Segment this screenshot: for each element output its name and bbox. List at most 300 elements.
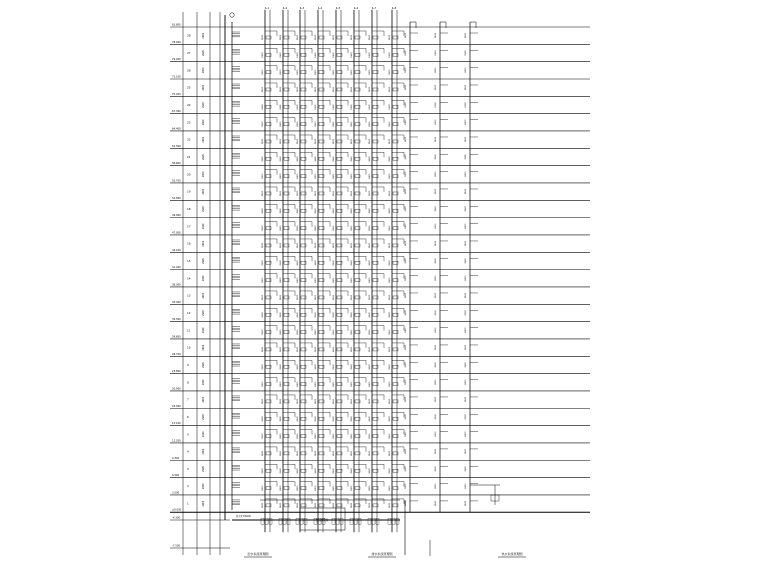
branch-size-label: DN20 [351,450,353,456]
drain-branch-label: DN20 [435,483,437,489]
floor-elevation-label: 47.000 [172,231,181,235]
riser-label: JL-4 [317,7,323,10]
drain-branch-label: DN20 [405,84,407,90]
drain-branch-label: DN20 [465,188,467,194]
drain-branch-label: DN20 [435,223,437,229]
floor-elevation-label: 9.300 [172,456,180,460]
branch-size-label: DN20 [297,138,299,144]
floor-number-label: 11 [187,328,191,333]
floor-number-label: 14 [187,276,191,281]
drain-branch-label: DN20 [465,102,467,108]
valve-icon [358,518,361,524]
branch-size-label: DN20 [297,69,299,75]
branch-size-label: DN20 [280,121,282,127]
branch-size-label: DN20 [333,312,335,318]
floor-elevation-label: 73.100 [172,75,181,79]
branch-size-label: DN20 [262,277,264,283]
branch-size-label: DN20 [297,208,299,214]
branch-size-label: DN20 [369,329,371,335]
branch-size-label: DN20 [315,364,317,370]
floor-elevation-label: 38.300 [172,283,181,287]
valve-icon [354,518,357,524]
branch-size-label: DN20 [389,104,391,110]
drain-branch-label: DN20 [435,102,437,108]
branch-size-label: DN20 [389,277,391,283]
branch-size-label: DN20 [315,34,317,40]
branch-size-label: DN20 [280,104,282,110]
drain-branch-label: DN20 [405,171,407,177]
floor-number-label: 10 [187,345,191,350]
drain-branch-label: DN20 [405,154,407,160]
branch-size-label: DN20 [262,468,264,474]
floor-height-label: 2900 [202,413,205,420]
branch-size-label: DN20 [333,242,335,248]
branch-size-label: DN20 [351,485,353,491]
drain-branch-label: DN20 [435,188,437,194]
branch-size-label: DN20 [297,329,299,335]
riser-label: JL-5 [335,7,341,10]
basement-piping [232,485,500,556]
branch-size-label: DN20 [369,312,371,318]
floor-number-label: 17 [187,224,191,229]
branch-size-label: DN20 [262,294,264,300]
branch-size-label: DN20 [389,52,391,58]
floor-elevation-label: 81.800 [172,23,181,27]
drain-branch-label: DN20 [435,67,437,73]
main-supply-trunk [225,13,240,520]
floor-height-label: 2900 [202,136,205,143]
valve-icon [332,518,335,524]
basement-elevation-label: -4.300 [172,516,181,520]
branch-size-label: DN20 [369,294,371,300]
branch-size-label: DN20 [315,156,317,162]
drain-branch-label: DN20 [465,327,467,333]
drain-branch-label: DN20 [465,240,467,246]
drain-branch-label: DN20 [465,206,467,212]
floor-number-label: 26 [187,68,191,73]
valve-icon [350,518,353,524]
branch-size-label: DN20 [333,34,335,40]
branch-size-label: DN20 [333,260,335,266]
branch-size-label: DN20 [280,277,282,283]
floor-elevation-label: 18.000 [172,404,181,408]
branch-size-label: DN20 [262,502,264,508]
drain-branch-label: DN20 [465,483,467,489]
branch-size-label: DN20 [389,260,391,266]
branch-size-label: DN20 [389,86,391,92]
drain-branch-label: DN20 [465,344,467,350]
branch-size-label: DN20 [369,121,371,127]
floor-elevation-label: 32.500 [172,318,181,322]
branch-size-label: DN20 [333,329,335,335]
branch-size-label: DN20 [389,69,391,75]
branch-size-label: DN20 [262,173,264,179]
branch-size-label: DN20 [351,86,353,92]
drain-branch-label: DN20 [465,292,467,298]
branch-size-label: DN20 [297,260,299,266]
floor-elevation-label: 3.500 [172,491,180,495]
branch-size-label: DN20 [297,156,299,162]
branch-size-label: DN20 [280,190,282,196]
branch-size-label: DN20 [297,52,299,58]
floor-number-label: 9 [187,362,189,367]
drain-branch-label: DN20 [405,414,407,420]
floor-elevation-label: 70.200 [172,92,181,96]
branch-size-label: DN20 [262,450,264,456]
branch-size-label: DN20 [389,121,391,127]
branch-size-label: DN20 [297,381,299,387]
branch-size-label: DN20 [333,416,335,422]
branch-size-label: DN20 [333,364,335,370]
drain-branch-label: DN20 [465,136,467,142]
branch-size-label: DN20 [297,398,299,404]
branch-size-label: DN20 [369,34,371,40]
branch-size-label: DN20 [280,346,282,352]
drain-branch-label: DN20 [435,327,437,333]
drain-branch-label: DN20 [435,414,437,420]
drawing-caption: 给水系统原理图 [247,552,269,556]
branch-size-label: DN20 [315,433,317,439]
branch-size-label: DN20 [262,398,264,404]
branch-size-label: DN20 [333,104,335,110]
branch-size-label: DN20 [280,86,282,92]
branch-size-label: DN20 [280,69,282,75]
branch-size-label: DN20 [280,433,282,439]
valve-icon [304,518,307,524]
floor-elevation-label: 35.400 [172,300,181,304]
floor-height-label: 2900 [202,258,205,264]
branch-size-label: DN20 [389,398,391,404]
branch-size-label: DN20 [315,86,317,92]
drain-branch-label: DN20 [435,310,437,316]
branch-size-label: DN20 [315,242,317,248]
branch-size-label: DN20 [280,260,282,266]
drain-branch-label: DN20 [405,102,407,108]
branch-size-label: DN20 [280,312,282,318]
valve-icon [269,518,272,524]
floor-number-label: 22 [187,137,191,142]
floor-number-label: 8 [187,380,189,385]
branch-size-label: DN20 [351,381,353,387]
valve-icon [336,518,339,524]
branch-size-label: DN20 [315,416,317,422]
floor-height-label: 2900 [202,223,205,230]
floor-number-label: 19 [187,189,191,194]
branch-size-label: DN20 [297,346,299,352]
branch-size-label: DN20 [315,52,317,58]
drain-branch-label: DN20 [435,396,437,402]
drain-branch-label: DN20 [465,414,467,420]
branch-size-label: DN20 [315,104,317,110]
floor-number-label: 16 [187,241,191,246]
branch-size-label: DN20 [315,173,317,179]
floor-elevation-label: 61.500 [172,144,181,148]
branch-size-label: DN20 [262,260,264,266]
branch-size-label: DN20 [389,190,391,196]
floor-number-label: 18 [187,206,191,211]
branch-size-label: DN20 [297,121,299,127]
branch-size-label: DN20 [297,416,299,422]
branch-size-label: DN20 [369,416,371,422]
floor-number-label: 5 [187,432,189,437]
branch-size-label: DN20 [333,156,335,162]
branch-size-label: DN20 [369,468,371,474]
branch-size-label: DN20 [280,242,282,248]
floor-number-label: 15 [187,258,191,263]
branch-size-label: DN20 [369,225,371,231]
branch-size-label: DN20 [262,312,264,318]
floor-number-label: 4 [187,449,189,454]
drain-branch-label: DN20 [435,32,437,38]
floor-number-label: 27 [187,50,191,55]
branch-size-label: DN20 [369,208,371,214]
branch-size-label: DN20 [280,173,282,179]
floor-height-label: 2900 [202,240,205,247]
drain-branch-label: DN20 [435,206,437,212]
drain-branch-label: DN20 [465,448,467,454]
floor-elevation-label: 20.900 [172,387,181,391]
branch-size-label: DN20 [280,156,282,162]
branch-size-label: DN20 [280,485,282,491]
drain-branch-label: DN20 [435,84,437,90]
branch-size-label: DN20 [297,294,299,300]
branch-size-label: DN20 [369,260,371,266]
branch-size-label: DN20 [297,34,299,40]
branch-size-label: DN20 [333,52,335,58]
floor-elevation-label: 49.900 [172,214,181,218]
branch-size-label: DN20 [280,329,282,335]
branch-size-label: DN20 [315,312,317,318]
drain-branch-label: DN20 [465,396,467,402]
branch-size-label: DN20 [262,208,264,214]
floor-number-label: 21 [187,154,191,159]
branch-size-label: DN20 [280,450,282,456]
branch-size-label: DN20 [315,121,317,127]
branch-size-label: DN20 [333,190,335,196]
drain-branch-label: DN20 [405,396,407,402]
pipe-note-label: 给水管 DN100 [236,515,251,518]
floor-elevation-label: 26.700 [172,352,181,356]
floor-height-label: 2900 [202,327,205,334]
drain-branch-label: DN20 [405,448,407,454]
branch-size-label: DN20 [315,277,317,283]
branch-size-label: DN20 [389,450,391,456]
valve-icon [283,518,286,524]
floor-number-label: 20 [187,172,191,177]
branch-size-label: DN20 [369,52,371,58]
branch-size-label: DN20 [315,468,317,474]
branch-size-label: DN20 [333,433,335,439]
floor-height-label: 2900 [202,292,205,299]
drain-branch-label: DN20 [465,431,467,437]
branch-size-label: DN20 [262,225,264,231]
branch-size-label: DN20 [333,381,335,387]
floor-number-label: 23 [187,120,191,125]
drain-riser-group [405,22,478,512]
branch-size-label: DN20 [315,225,317,231]
branch-size-label: DN20 [315,294,317,300]
drain-branch-label: DN20 [405,362,407,368]
branch-size-label: DN20 [333,502,335,508]
branch-size-label: DN20 [333,346,335,352]
branch-size-label: DN20 [262,329,264,335]
branch-size-label: DN20 [333,485,335,491]
branch-size-label: DN20 [389,329,391,335]
branch-size-label: DN20 [389,485,391,491]
branch-size-label: DN20 [315,69,317,75]
drain-branch-label: DN20 [435,50,437,56]
branch-size-label: DN20 [369,173,371,179]
branch-size-label: DN20 [351,121,353,127]
riser-label: JL-1 [264,7,270,10]
branch-size-label: DN20 [297,312,299,318]
branch-size-label: DN20 [351,502,353,508]
riser-label: JL-7 [371,7,377,10]
floor-elevation-label: 78.900 [172,40,181,44]
valve-icon [287,518,290,524]
branch-size-label: DN20 [333,468,335,474]
drain-branch-label: DN20 [435,154,437,160]
drain-branch-label: DN20 [465,67,467,73]
floor-height-label: 2900 [202,67,205,74]
drain-branch-label: DN20 [465,119,467,125]
branch-size-label: DN20 [351,156,353,162]
floor-elevation-label: 52.800 [172,196,181,200]
floor-elevation-label: 76.000 [172,58,181,62]
drawing-captions [244,551,526,557]
floor-height-label: 2900 [202,154,205,160]
branch-size-label: DN20 [351,242,353,248]
floor-height-label: 2900 [202,50,205,56]
drain-branch-label: DN20 [405,188,407,194]
branch-size-label: DN20 [262,52,264,58]
drain-branch-label: DN20 [405,327,407,333]
valve-icon [372,518,375,524]
branch-size-label: DN20 [369,502,371,508]
floor-number-label: 2 [187,484,189,489]
drain-branch-label: DN20 [465,379,467,385]
branch-size-label: DN20 [297,190,299,196]
floor-height-label: 2900 [202,483,205,490]
branch-size-label: DN20 [262,346,264,352]
branch-size-label: DN20 [262,242,264,248]
branch-size-label: DN20 [333,69,335,75]
drain-branch-label: DN20 [465,84,467,90]
floor-elevation-label: 44.100 [172,248,181,252]
floor-number-label: 13 [187,293,191,298]
floor-height-label: 2900 [202,171,205,178]
valve-icon [279,518,282,524]
branch-size-label: DN20 [280,398,282,404]
branch-size-label: DN20 [333,173,335,179]
drain-branch-label: DN20 [405,119,407,125]
branch-size-label: DN20 [280,502,282,508]
branch-size-label: DN20 [369,398,371,404]
riser-label: JL-2 [282,7,288,10]
branch-size-label: DN20 [315,398,317,404]
drain-branch-label: DN20 [465,310,467,316]
drain-branch-label: DN20 [465,154,467,160]
branch-size-label: DN20 [262,485,264,491]
drain-branch-label: DN20 [435,258,437,264]
drain-branch-label: DN20 [405,50,407,56]
branch-size-label: DN20 [297,86,299,92]
branch-size-label: DN20 [389,156,391,162]
branch-size-label: DN20 [351,34,353,40]
branch-size-label: DN20 [369,104,371,110]
drain-branch-label: DN20 [435,171,437,177]
floor-elevation-label: 29.600 [172,335,181,339]
branch-size-label: DN20 [369,450,371,456]
branch-size-label: DN20 [389,433,391,439]
branch-size-label: DN20 [297,450,299,456]
branch-size-label: DN20 [297,485,299,491]
branch-size-label: DN20 [389,242,391,248]
drain-branch-label: DN20 [405,431,407,437]
branch-size-label: DN20 [351,329,353,335]
branch-size-label: DN20 [369,138,371,144]
branch-size-label: DN20 [369,242,371,248]
floor-height-label: 2900 [202,32,205,39]
branch-size-label: DN20 [262,138,264,144]
branch-size-label: DN20 [351,69,353,75]
drain-branch-label: DN20 [405,466,407,472]
floor-height-label: 2900 [202,84,205,91]
branch-size-label: DN20 [262,364,264,370]
branch-size-label: DN20 [351,294,353,300]
branch-size-label: DN20 [280,364,282,370]
branch-size-label: DN20 [369,381,371,387]
floor-height-label: 2900 [202,465,205,472]
branch-size-label: DN20 [389,468,391,474]
valve-icon [396,518,399,524]
floor-number-label: 7 [187,397,189,402]
drain-branch-label: DN20 [465,362,467,368]
branch-size-label: DN20 [262,190,264,196]
branch-size-label: DN20 [389,312,391,318]
valve-icon [261,518,264,524]
floor-number-label: 12 [187,310,191,315]
branch-size-label: DN20 [297,502,299,508]
drain-branch-label: DN20 [405,500,407,506]
drain-branch-label: DN20 [435,136,437,142]
branch-size-label: DN20 [262,69,264,75]
floor-number-label: 3 [187,466,189,471]
branch-size-label: DN20 [389,34,391,40]
drain-branch-label: DN20 [435,448,437,454]
branch-size-label: DN20 [389,346,391,352]
floor-elevation-label: 64.400 [172,127,181,131]
branch-size-label: DN20 [389,416,391,422]
floor-height-label: 2900 [202,396,205,403]
drain-branch-label: DN20 [435,344,437,350]
floor-height-label: 2900 [202,379,205,386]
floor-height-label: 2900 [202,310,205,316]
branch-size-label: DN20 [315,450,317,456]
branch-size-label: DN20 [262,34,264,40]
branch-size-label: DN20 [351,260,353,266]
branch-size-label: DN20 [333,138,335,144]
branch-size-label: DN20 [351,398,353,404]
branch-size-label: DN20 [280,138,282,144]
branch-size-label: DN20 [333,86,335,92]
branch-size-label: DN20 [262,86,264,92]
floor-elevation-label: 23.800 [172,370,181,374]
drain-branch-label: DN20 [435,240,437,246]
drain-branch-label: DN20 [435,362,437,368]
floor-height-label: 2900 [202,448,205,455]
branch-size-label: DN20 [297,433,299,439]
